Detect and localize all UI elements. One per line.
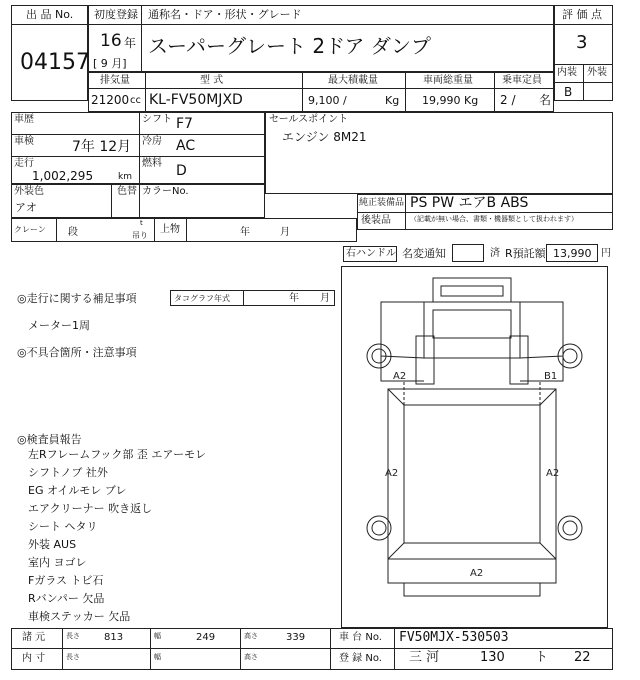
tacho-label: タコグラフ年式 — [174, 294, 230, 303]
plate-kana: ト — [535, 650, 549, 665]
inspector-item: 車検ステッカー 欠品 — [28, 610, 131, 623]
crane-month-unit: 月 — [280, 227, 290, 238]
length-value: 813 — [104, 632, 124, 643]
exterior-label: 外装 — [587, 67, 607, 78]
mileage-value: 1,002,295 — [32, 169, 94, 183]
inner-width-label: 幅 — [154, 653, 161, 661]
length-label: 長さ — [66, 632, 80, 640]
rear-left-wheel — [367, 516, 391, 540]
inspector-item: Fガラス トビ石 — [28, 574, 104, 587]
score-value: 3 — [576, 32, 588, 53]
recycle-amount: 13,990 — [553, 247, 592, 260]
damage-mark: A2 — [546, 468, 560, 479]
lot-number: 04157 — [20, 50, 90, 75]
sales-points-label: セールスポイント — [269, 114, 349, 125]
crane-stage-unit: 段 — [68, 227, 78, 238]
damage-mark: A2 — [470, 568, 484, 579]
dump-bed — [388, 389, 556, 559]
aftermarket-label: 後装品 — [361, 215, 391, 226]
mileage-label: 走行 — [14, 158, 34, 169]
truck-diagram — [341, 266, 608, 628]
mount-label: 上物 — [160, 224, 180, 235]
first-reg-label: 初度登録 — [94, 8, 138, 21]
plate-region: 三 河 — [409, 650, 440, 665]
inner-length-label: 長さ — [66, 653, 80, 661]
plate-number: 22 — [574, 650, 591, 665]
tacho-year-unit: 年 — [289, 293, 299, 304]
gross-weight-value: 19,990 Kg — [422, 94, 479, 107]
displacement-label: 排気量 — [100, 75, 130, 86]
history-label: 車歴 — [14, 114, 34, 125]
inspector-item: EG オイルモレ ブレ — [28, 484, 127, 497]
inspector-header: ◎検査員報告 — [17, 433, 82, 446]
driving-note: メーター1周 — [28, 319, 90, 332]
exterior-color-label: 外装色 — [14, 186, 44, 197]
plate-class: 130 — [480, 650, 505, 665]
defects-header: ◎不具合箇所・注意事項 — [17, 346, 137, 359]
damage-mark: B1 — [544, 371, 558, 382]
inner-label: 内 寸 — [22, 653, 46, 664]
first-reg-month: [ 9 月] — [93, 57, 127, 70]
gross-weight-label: 車両総重量 — [423, 75, 473, 86]
model-value: KL-FV50MJXD — [149, 92, 243, 108]
height-value: 339 — [286, 632, 306, 643]
inspector-item: シート ヘタリ — [28, 520, 98, 533]
shift-value: F7 — [176, 116, 193, 132]
equipment-label: 純正装備品 — [359, 198, 405, 208]
damage-mark: A2 — [385, 468, 399, 479]
displacement-value: 21200 — [91, 93, 130, 107]
color-no-label: 色替 — [117, 186, 137, 197]
dims-label: 諸 元 — [22, 632, 46, 643]
interior-label: 内装 — [557, 67, 577, 78]
cab-roof-inner — [441, 286, 503, 296]
interior-grade: B — [564, 85, 573, 99]
max-load-value: 9,100 / — [308, 94, 347, 107]
inspector-item: 室内 ヨゴレ — [28, 556, 87, 569]
cab-lower — [381, 356, 563, 381]
inspection-value: 7年 12月 — [72, 139, 132, 155]
inspector-item: 外装 AUS — [28, 538, 77, 551]
inspection-label: 車検 — [14, 136, 34, 147]
max-load-label: 最大積載量 — [328, 75, 378, 86]
crane-label: クレーン — [14, 225, 46, 234]
recycle-label: R預託額 — [505, 247, 546, 260]
windshield — [433, 310, 511, 338]
first-reg-year: 16 — [100, 31, 122, 51]
sales-points-value: エンジン 8M21 — [282, 130, 367, 144]
crane-year-unit: 年 — [240, 227, 250, 238]
width-value: 249 — [196, 632, 216, 643]
inspector-item: エアクリーナー 吹き返し — [28, 502, 153, 515]
cab-left-side — [381, 302, 424, 358]
chassis-label: 車 台 No. — [339, 632, 382, 643]
right-door — [510, 336, 528, 384]
name-label: 通称名・ドア・形状・グレード — [148, 8, 302, 21]
right-hand-label: 右ハンドル — [346, 248, 396, 259]
lot-label: 出 品 No. — [26, 8, 74, 21]
max-load-unit: Kg — [385, 94, 400, 107]
chassis-number: FV50MJX-530503 — [399, 630, 509, 645]
name-change-label: 名変通知 — [402, 247, 446, 260]
footer-grid — [11, 628, 613, 670]
width-label: 幅 — [154, 632, 161, 640]
height-label: 高さ — [244, 632, 258, 640]
crane-lift-top: t — [140, 219, 143, 227]
recycle-prefix: 済 — [490, 248, 500, 259]
crane-grid — [11, 218, 357, 242]
cab-roof — [433, 278, 511, 302]
ac-label: 冷房 — [142, 136, 162, 147]
mileage-unit: km — [118, 172, 132, 182]
driving-header: ◎走行に関する補足事項 — [17, 292, 137, 305]
fuel-value: D — [176, 163, 187, 179]
recycle-unit: 円 — [601, 248, 611, 259]
model-label: 型 式 — [200, 75, 224, 86]
exterior-color-value: アオ — [15, 201, 37, 214]
inner-height-label: 高さ — [244, 653, 258, 661]
inspector-item: Rバンパー 欠品 — [28, 592, 105, 605]
damage-mark: A2 — [393, 371, 407, 382]
fuel-label: 燃料 — [142, 158, 162, 169]
capacity-value: 2 / — [500, 93, 516, 107]
aftermarket-note: （記載が無い場合、書類・機器類として扱われます） — [410, 215, 578, 223]
left-door — [416, 336, 434, 384]
vehicle-name: スーパーグレート 2ドア ダンプ — [148, 34, 432, 58]
inspector-item: 左Rフレームフック部 歪 エアーモレ — [28, 448, 207, 461]
first-reg-year-unit: 年 — [124, 36, 137, 50]
plate-label: 登 録 No. — [339, 653, 382, 664]
rear-bumper — [404, 583, 540, 596]
shift-label: シフト — [142, 114, 172, 125]
tacho-month-unit: 月 — [320, 293, 330, 304]
capacity-unit: 名 — [539, 93, 552, 107]
cab-right-side — [520, 302, 563, 358]
score-label: 評 価 点 — [562, 8, 602, 21]
displacement-unit: cc — [130, 95, 141, 106]
color-code-label: カラーNo. — [142, 186, 189, 197]
inspector-item: シフトノブ 社外 — [28, 466, 108, 479]
color-grid — [11, 184, 265, 218]
rear-right-wheel — [558, 516, 582, 540]
crane-lift-bottom: 吊り — [132, 231, 148, 240]
dump-bed-inner — [404, 405, 540, 543]
ac-value: AC — [176, 138, 196, 154]
name-change-box — [452, 244, 484, 262]
equipment-value: PS PW エアB ABS — [410, 195, 529, 211]
capacity-label: 乗車定員 — [502, 75, 542, 86]
